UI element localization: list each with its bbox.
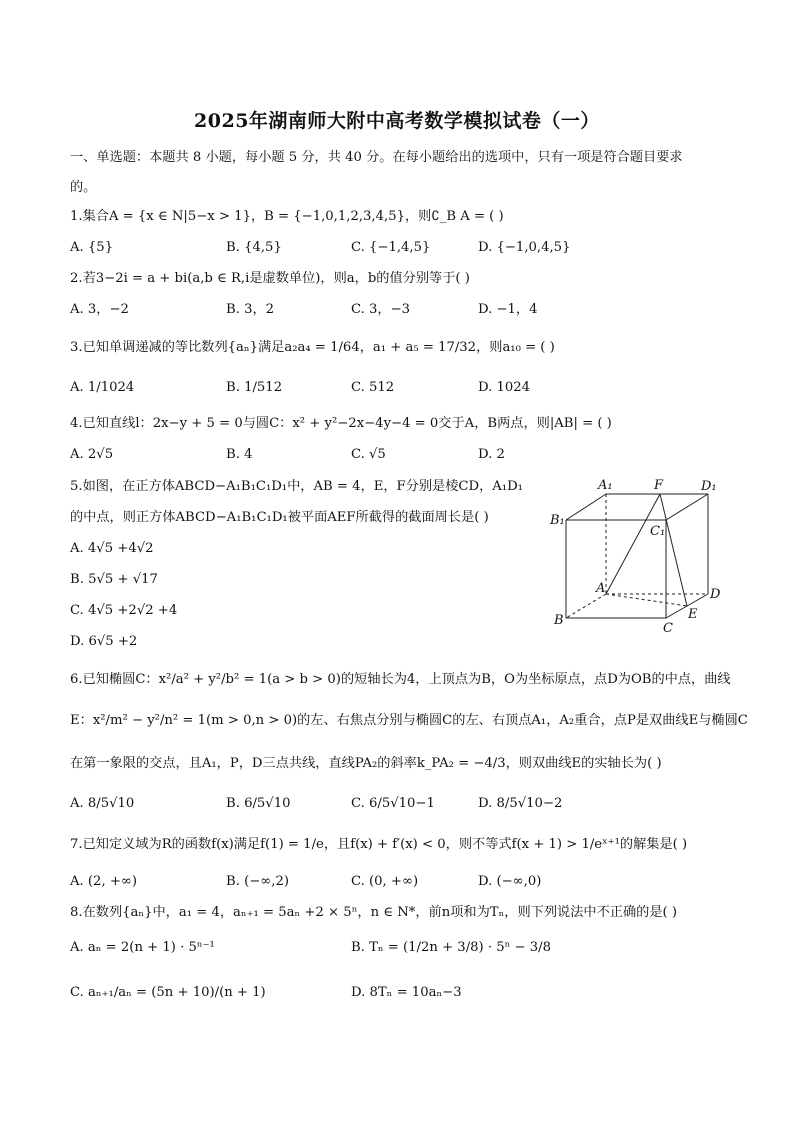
question-8-option-d: D. 8Tₙ = 10aₙ−3 xyxy=(351,985,462,1000)
question-1-option-c: C. {−1,4,5} xyxy=(351,240,431,255)
question-6-stem-line-1: 6.已知椭圆C：x²/a² + y²/b² = 1(a > b > 0)的短轴长为4，上顶点为B，O为坐标原点，点D为OB的中点，曲线 xyxy=(70,672,731,687)
label-b1: B₁ xyxy=(550,513,565,528)
label-e: E xyxy=(688,607,698,622)
question-5-stem-line-1: 5.如图，在正方体ABCD−A₁B₁C₁D₁中，AB = 4，E，F分别是棱CD，A₁D₁ xyxy=(70,479,523,494)
question-4-option-a: A. 2√5 xyxy=(70,447,114,462)
question-3-stem: 3.已知单调递减的等比数列{aₙ}满足a₂a₄ = 1/64，a₁ + a₅ = 17/32，则a₁₀ = ( ) xyxy=(70,340,555,355)
label-c: C xyxy=(663,621,673,632)
question-8-option-c: C. aₙ₊₁/aₙ = (5n + 10)/(n + 1) xyxy=(70,985,266,1000)
question-8-option-b: B. Tₙ = (1/2n + 3/8) · 5ⁿ − 3/8 xyxy=(351,940,552,955)
question-7-option-c: C. (0, +∞) xyxy=(351,874,419,889)
section-instruction-line-2: 的。 xyxy=(70,180,97,195)
question-2-option-b: B. 3，2 xyxy=(226,302,275,317)
question-2-option-d: D. −1，4 xyxy=(478,302,538,317)
question-5-option-b: B. 5√5 + √17 xyxy=(70,572,158,587)
question-6-option-d: D. 8/5√10−2 xyxy=(478,796,563,811)
question-1-stem: 1.集合A = {x ∈ N|5−x > 1}，B = {−1,0,1,2,3,4,5}，则∁_B A = ( ) xyxy=(70,209,504,224)
section-instruction-line-1: 一、单选题：本题共 8 小题，每小题 5 分，共 40 分。在每小题给出的选项中，只有一项是符合题目要求 xyxy=(70,150,683,165)
question-5-option-d: D. 6√5 +2 xyxy=(70,634,138,649)
label-a1: A₁ xyxy=(598,478,613,493)
question-5-stem-line-2: 的中点，则正方体ABCD−A₁B₁C₁D₁被平面AEF所截得的截面周长是( ) xyxy=(70,510,489,525)
question-2-option-a: A. 3，−2 xyxy=(70,302,129,317)
question-6-option-b: B. 6/5√10 xyxy=(226,796,291,811)
question-4-stem: 4.已知直线l：2x−y + 5 = 0与圆C：x² + y²−2x−4y−4 = 0交于A，B两点，则|AB| = ( ) xyxy=(70,416,612,431)
exam-title: 2025年湖南师大附中高考数学模拟试卷（一） xyxy=(194,110,600,132)
label-b: B xyxy=(554,613,564,628)
question-2-stem: 2.若3−2i = a + bi(a,b ∈ R,i是虚数单位)，则a，b的值分别等于( ) xyxy=(70,271,470,286)
question-1-option-b: B. {4,5} xyxy=(226,240,282,255)
cube-figure xyxy=(548,472,730,632)
question-4-option-c: C. √5 xyxy=(351,447,386,462)
question-4-option-d: D. 2 xyxy=(478,447,505,462)
label-f: F xyxy=(654,478,664,493)
question-5-option-a: A. 4√5 +4√2 xyxy=(70,541,154,556)
question-2-option-c: C. 3，−3 xyxy=(351,302,411,317)
question-7-option-b: B. (−∞,2) xyxy=(226,874,289,889)
question-5-option-c: C. 4√5 +2√2 +4 xyxy=(70,603,178,618)
label-a: A xyxy=(596,581,606,596)
question-7-option-d: D. (−∞,0) xyxy=(478,874,542,889)
question-7-stem: 7.已知定义域为R的函数f(x)满足f(1) = 1/e，且f(x) + f′(x) < 0，则不等式f(x + 1) > 1/eˣ⁺¹的解集是( ) xyxy=(70,837,688,852)
label-d1: D₁ xyxy=(701,479,717,494)
question-7-option-a: A. (2, +∞) xyxy=(70,874,138,889)
question-3-option-d: D. 1024 xyxy=(478,380,531,395)
question-6-option-a: A. 8/5√10 xyxy=(70,796,135,811)
question-6-stem-line-2: E：x²/m² − y²/n² = 1(m > 0,n > 0)的左、右焦点分别与椭圆C的左、右顶点A₁，A₂重合，点P是双曲线E与椭圆C xyxy=(70,713,748,728)
question-6-stem-line-3: 在第一象限的交点，且A₁，P，D三点共线，直线PA₂的斜率k_PA₂ = −4/3，则双曲线E的实轴长为( ) xyxy=(70,756,662,771)
question-1-option-d: D. {−1,0,4,5} xyxy=(478,240,571,255)
question-3-option-b: B. 1/512 xyxy=(226,380,283,395)
question-1-option-a: A. {5} xyxy=(70,240,114,255)
label-c1: C₁ xyxy=(650,524,666,539)
label-d: D xyxy=(710,587,721,602)
question-3-option-a: A. 1/1024 xyxy=(70,380,135,395)
question-4-option-b: B. 4 xyxy=(226,447,253,462)
question-6-option-c: C. 6/5√10−1 xyxy=(351,796,435,811)
question-8-stem: 8.在数列{aₙ}中，a₁ = 4，aₙ₊₁ = 5aₙ +2 × 5ⁿ，n ∈ N*，前n项和为Tₙ，则下列说法中不正确的是( ) xyxy=(70,905,678,920)
question-8-option-a: A. aₙ = 2(n + 1) · 5ⁿ⁻¹ xyxy=(70,940,215,955)
question-3-option-c: C. 512 xyxy=(351,380,395,395)
